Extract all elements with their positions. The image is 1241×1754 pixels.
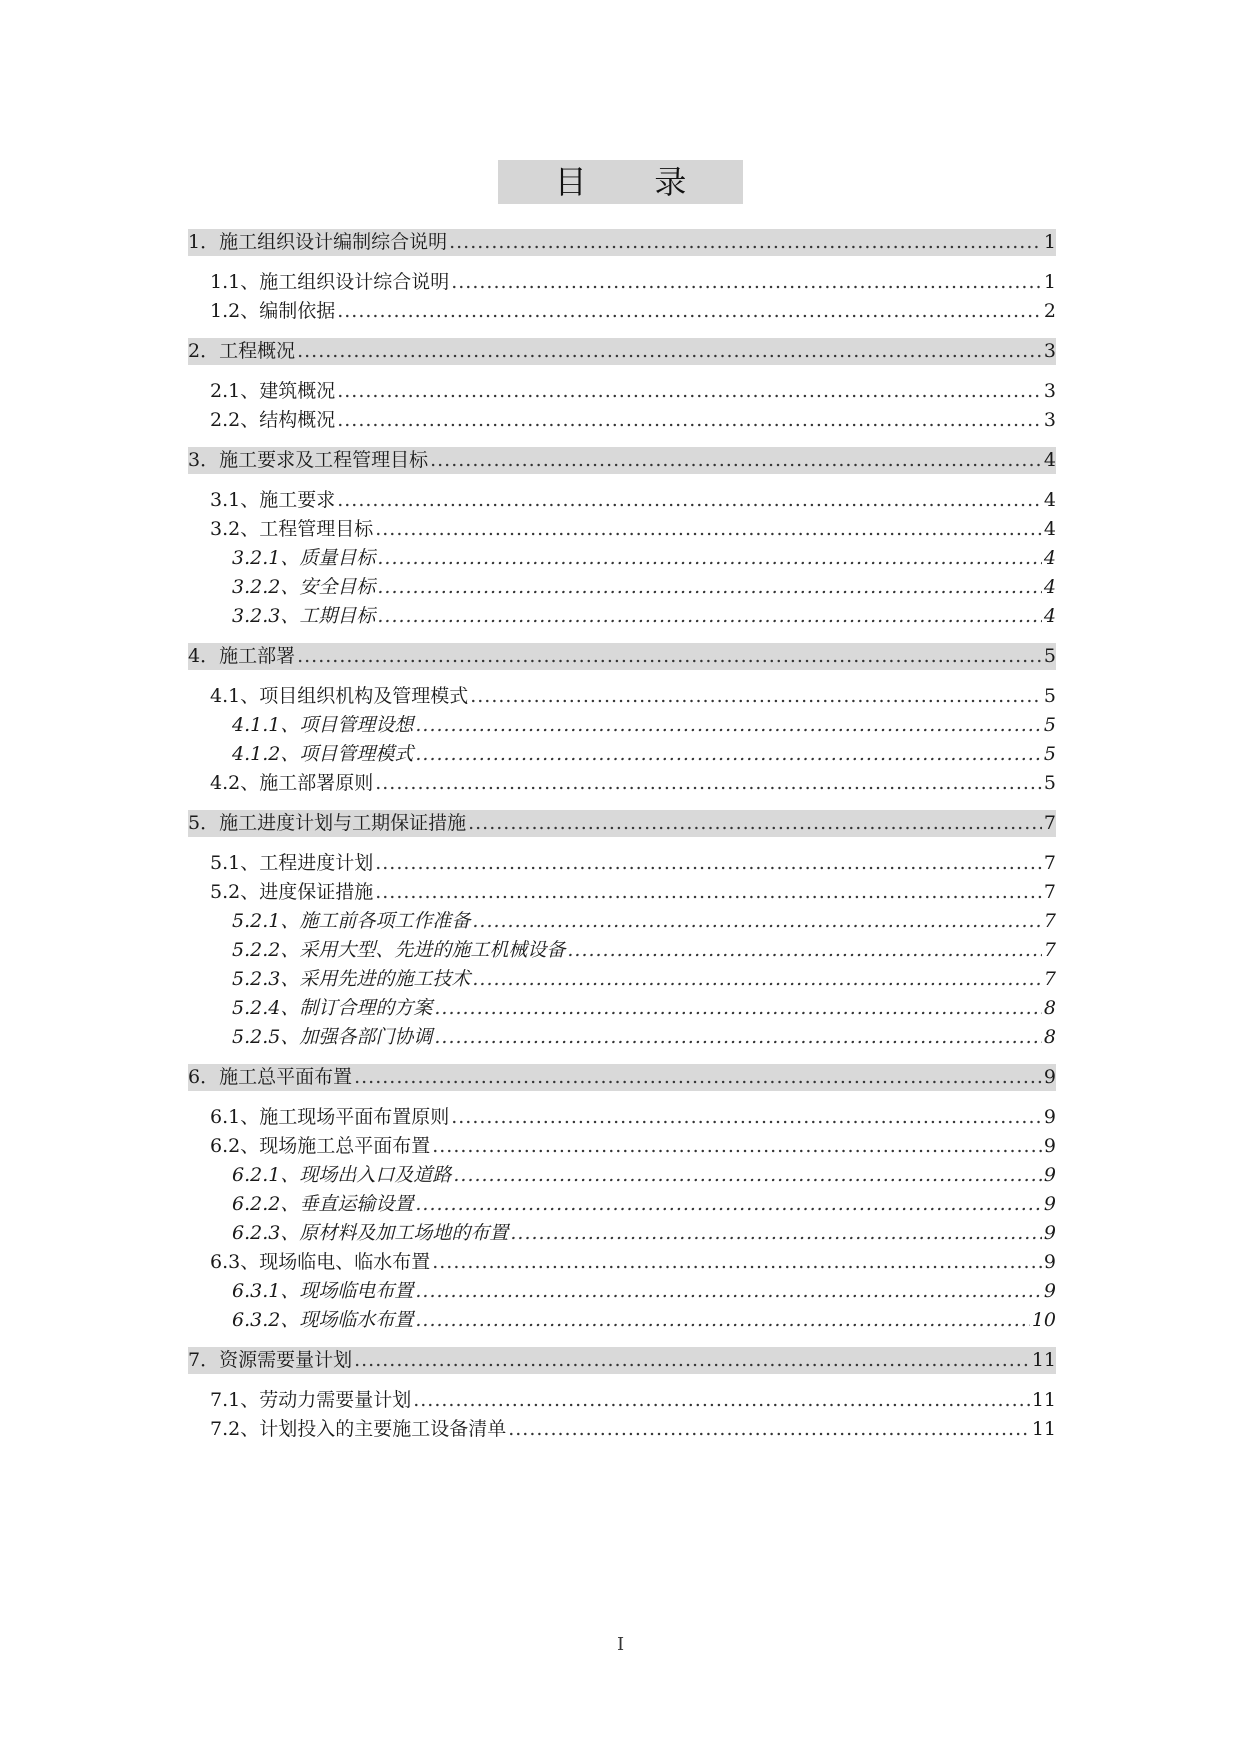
toc-entry-title: 6.3.1、现场临电布置 xyxy=(232,1280,414,1302)
toc-entry-title: 7．资源需要量计划 xyxy=(188,1349,353,1371)
toc-leader-dots xyxy=(377,545,1042,572)
toc-leader-dots xyxy=(375,850,1042,877)
toc-entry-page: 3 xyxy=(1043,340,1056,362)
toc-entry-page: 11 xyxy=(1031,1418,1056,1440)
toc-leader-dots xyxy=(430,447,1042,474)
toc-leader-dots xyxy=(337,298,1042,325)
toc-entry-page: 1 xyxy=(1043,271,1056,293)
toc-leader-dots xyxy=(449,229,1042,256)
toc-entry[interactable] xyxy=(188,966,1056,993)
toc-leader-dots xyxy=(510,1220,1042,1247)
toc-entry[interactable] xyxy=(188,269,1056,296)
toc-entry-page: 10 xyxy=(1031,1309,1056,1331)
toc-entry-page: 7 xyxy=(1043,939,1056,961)
toc-leader-dots xyxy=(297,338,1042,365)
toc-entry-page: 7 xyxy=(1043,812,1056,834)
toc-leader-dots xyxy=(468,810,1042,837)
toc-entry[interactable] xyxy=(188,603,1056,630)
toc-entry[interactable] xyxy=(188,1278,1056,1305)
toc-entry-title: 4．施工部署 xyxy=(188,645,296,667)
toc-entry-page: 9 xyxy=(1043,1106,1056,1128)
toc-entry[interactable] xyxy=(188,741,1056,768)
toc-entry-title: 7.1、劳动力需要量计划 xyxy=(210,1389,412,1411)
toc-leader-dots xyxy=(375,879,1042,906)
toc-entry[interactable] xyxy=(188,1064,1056,1091)
toc-leader-dots xyxy=(451,269,1042,296)
toc-entry-page: 9 xyxy=(1043,1251,1056,1273)
toc-leader-dots xyxy=(337,407,1042,434)
toc-entry-page: 1 xyxy=(1043,231,1056,253)
toc-leader-dots xyxy=(377,574,1042,601)
toc-entry[interactable] xyxy=(188,1024,1056,1051)
toc-entry-title: 6.2.2、垂直运输设置 xyxy=(232,1193,414,1215)
toc-entry[interactable] xyxy=(188,850,1056,877)
toc-entry-title: 6．施工总平面布置 xyxy=(188,1066,353,1088)
toc-entry-title: 3．施工要求及工程管理目标 xyxy=(188,449,429,471)
toc-leader-dots xyxy=(354,1347,1030,1374)
toc-entry-page: 7 xyxy=(1043,881,1056,903)
table-of-contents xyxy=(188,229,1056,1443)
toc-entry-title: 6.2.3、原材料及加工场地的布置 xyxy=(232,1222,509,1244)
title-wrap xyxy=(0,160,1241,204)
toc-entry[interactable] xyxy=(188,407,1056,434)
toc-entry-page: 8 xyxy=(1043,997,1056,1019)
toc-leader-dots xyxy=(297,643,1042,670)
toc-entry-page: 5 xyxy=(1043,772,1056,794)
toc-entry-title: 3.2.1、质量目标 xyxy=(232,547,376,569)
toc-entry-page: 4 xyxy=(1043,518,1056,540)
toc-entry-title: 3.1、施工要求 xyxy=(210,489,336,511)
toc-entry-page: 8 xyxy=(1043,1026,1056,1048)
toc-entry-title: 5.2、进度保证措施 xyxy=(210,881,374,903)
toc-leader-dots xyxy=(415,712,1042,739)
toc-leader-dots xyxy=(337,487,1042,514)
toc-leader-dots xyxy=(567,937,1042,964)
toc-entry-page: 11 xyxy=(1031,1349,1056,1371)
toc-entry-page: 4 xyxy=(1043,547,1056,569)
toc-leader-dots xyxy=(508,1416,1030,1443)
toc-entry-page: 9 xyxy=(1043,1164,1056,1186)
toc-leader-dots xyxy=(434,995,1042,1022)
toc-leader-dots xyxy=(377,603,1042,630)
toc-entry-title: 3.2.3、工期目标 xyxy=(232,605,376,627)
toc-leader-dots xyxy=(451,1104,1042,1131)
toc-entry-page: 5 xyxy=(1043,645,1056,667)
toc-entry-page: 11 xyxy=(1031,1389,1056,1411)
toc-entry-page: 3 xyxy=(1043,409,1056,431)
toc-leader-dots xyxy=(354,1064,1042,1091)
toc-entry[interactable] xyxy=(188,229,1056,256)
toc-entry-page: 3 xyxy=(1043,380,1056,402)
page-title: 目 录 xyxy=(498,160,743,204)
toc-leader-dots xyxy=(415,1278,1042,1305)
toc-leader-dots xyxy=(375,516,1042,543)
toc-entry-page: 9 xyxy=(1043,1066,1056,1088)
toc-entry[interactable] xyxy=(188,516,1056,543)
toc-leader-dots xyxy=(472,908,1042,935)
toc-entry-page: 9 xyxy=(1043,1135,1056,1157)
toc-entry-title: 4.1.1、项目管理设想 xyxy=(232,714,414,736)
toc-entry-page: 9 xyxy=(1043,1222,1056,1244)
toc-entry[interactable] xyxy=(188,447,1056,474)
toc-leader-dots xyxy=(415,1191,1042,1218)
toc-leader-dots xyxy=(375,770,1042,797)
toc-entry-title: 3.2、工程管理目标 xyxy=(210,518,374,540)
toc-leader-dots xyxy=(470,683,1042,710)
toc-entry-page: 4 xyxy=(1043,576,1056,598)
toc-leader-dots xyxy=(432,1249,1042,1276)
toc-leader-dots xyxy=(453,1162,1042,1189)
toc-entry-title: 6.3.2、现场临水布置 xyxy=(232,1309,414,1331)
toc-entry[interactable] xyxy=(188,879,1056,906)
toc-entry[interactable] xyxy=(188,378,1056,405)
toc-entry-title: 5.2.4、制订合理的方案 xyxy=(232,997,433,1019)
toc-entry-page: 7 xyxy=(1043,910,1056,932)
toc-entry-page: 5 xyxy=(1043,714,1056,736)
toc-entry-title: 1.2、编制依据 xyxy=(210,300,336,322)
toc-entry[interactable] xyxy=(188,1307,1056,1334)
toc-entry-title: 6.2、现场施工总平面布置 xyxy=(210,1135,431,1157)
toc-entry-title: 4.1.2、项目管理模式 xyxy=(232,743,414,765)
toc-entry[interactable] xyxy=(188,810,1056,837)
toc-entry-page: 7 xyxy=(1043,968,1056,990)
toc-entry[interactable] xyxy=(188,1249,1056,1276)
toc-entry-title: 5.2.3、采用先进的施工技术 xyxy=(232,968,471,990)
toc-entry-title: 7.2、计划投入的主要施工设备清单 xyxy=(210,1418,507,1440)
toc-entry-title: 5.2.2、采用大型、先进的施工机械设备 xyxy=(232,939,566,961)
toc-entry-title: 2．工程概况 xyxy=(188,340,296,362)
toc-entry[interactable] xyxy=(188,1133,1056,1160)
page-number: I xyxy=(616,1634,625,1655)
toc-entry[interactable] xyxy=(188,1347,1056,1374)
toc-entry-page: 2 xyxy=(1043,300,1056,322)
toc-entry-title: 1．施工组织设计编制综合说明 xyxy=(188,231,448,253)
toc-entry-title: 5.2.5、加强各部门协调 xyxy=(232,1026,433,1048)
toc-entry[interactable] xyxy=(188,574,1056,601)
toc-entry[interactable] xyxy=(188,995,1056,1022)
toc-entry[interactable] xyxy=(188,1220,1056,1247)
toc-entry-page: 9 xyxy=(1043,1280,1056,1302)
toc-entry[interactable] xyxy=(188,937,1056,964)
toc-entry[interactable] xyxy=(188,712,1056,739)
toc-entry-page: 9 xyxy=(1043,1193,1056,1215)
toc-entry-page: 5 xyxy=(1043,685,1056,707)
toc-entry[interactable] xyxy=(188,770,1056,797)
toc-entry-title: 1.1、施工组织设计综合说明 xyxy=(210,271,450,293)
toc-entry[interactable] xyxy=(188,1416,1056,1443)
toc-entry-title: 6.2.1、现场出入口及道路 xyxy=(232,1164,452,1186)
toc-entry[interactable] xyxy=(188,1387,1056,1414)
toc-leader-dots xyxy=(415,741,1042,768)
toc-leader-dots xyxy=(413,1387,1030,1414)
toc-entry[interactable] xyxy=(188,338,1056,365)
toc-entry-page: 4 xyxy=(1043,449,1056,471)
toc-leader-dots xyxy=(415,1307,1029,1334)
toc-entry-title: 3.2.2、安全目标 xyxy=(232,576,376,598)
toc-entry-page: 5 xyxy=(1043,743,1056,765)
toc-entry[interactable] xyxy=(188,1162,1056,1189)
toc-entry-title: 2.2、结构概况 xyxy=(210,409,336,431)
toc-leader-dots xyxy=(432,1133,1042,1160)
toc-entry-title: 4.1、项目组织机构及管理模式 xyxy=(210,685,469,707)
toc-entry[interactable] xyxy=(188,1191,1056,1218)
toc-entry-page: 4 xyxy=(1043,489,1056,511)
toc-leader-dots xyxy=(337,378,1042,405)
toc-entry-title: 5.1、工程进度计划 xyxy=(210,852,374,874)
toc-entry-title: 5．施工进度计划与工期保证措施 xyxy=(188,812,467,834)
toc-entry-page: 4 xyxy=(1043,605,1056,627)
toc-entry-title: 6.1、施工现场平面布置原则 xyxy=(210,1106,450,1128)
toc-entry[interactable] xyxy=(188,1104,1056,1131)
toc-entry[interactable] xyxy=(188,545,1056,572)
toc-entry-title: 5.2.1、施工前各项工作准备 xyxy=(232,910,471,932)
toc-leader-dots xyxy=(434,1024,1042,1051)
toc-entry[interactable] xyxy=(188,908,1056,935)
toc-leader-dots xyxy=(472,966,1042,993)
toc-entry-title: 6.3、现场临电、临水布置 xyxy=(210,1251,431,1273)
toc-entry[interactable] xyxy=(188,487,1056,514)
toc-entry[interactable] xyxy=(188,643,1056,670)
toc-entry[interactable] xyxy=(188,683,1056,710)
toc-entry-title: 4.2、施工部署原则 xyxy=(210,772,374,794)
toc-entry[interactable] xyxy=(188,298,1056,325)
toc-entry-title: 2.1、建筑概况 xyxy=(210,380,336,402)
toc-entry-page: 7 xyxy=(1043,852,1056,874)
